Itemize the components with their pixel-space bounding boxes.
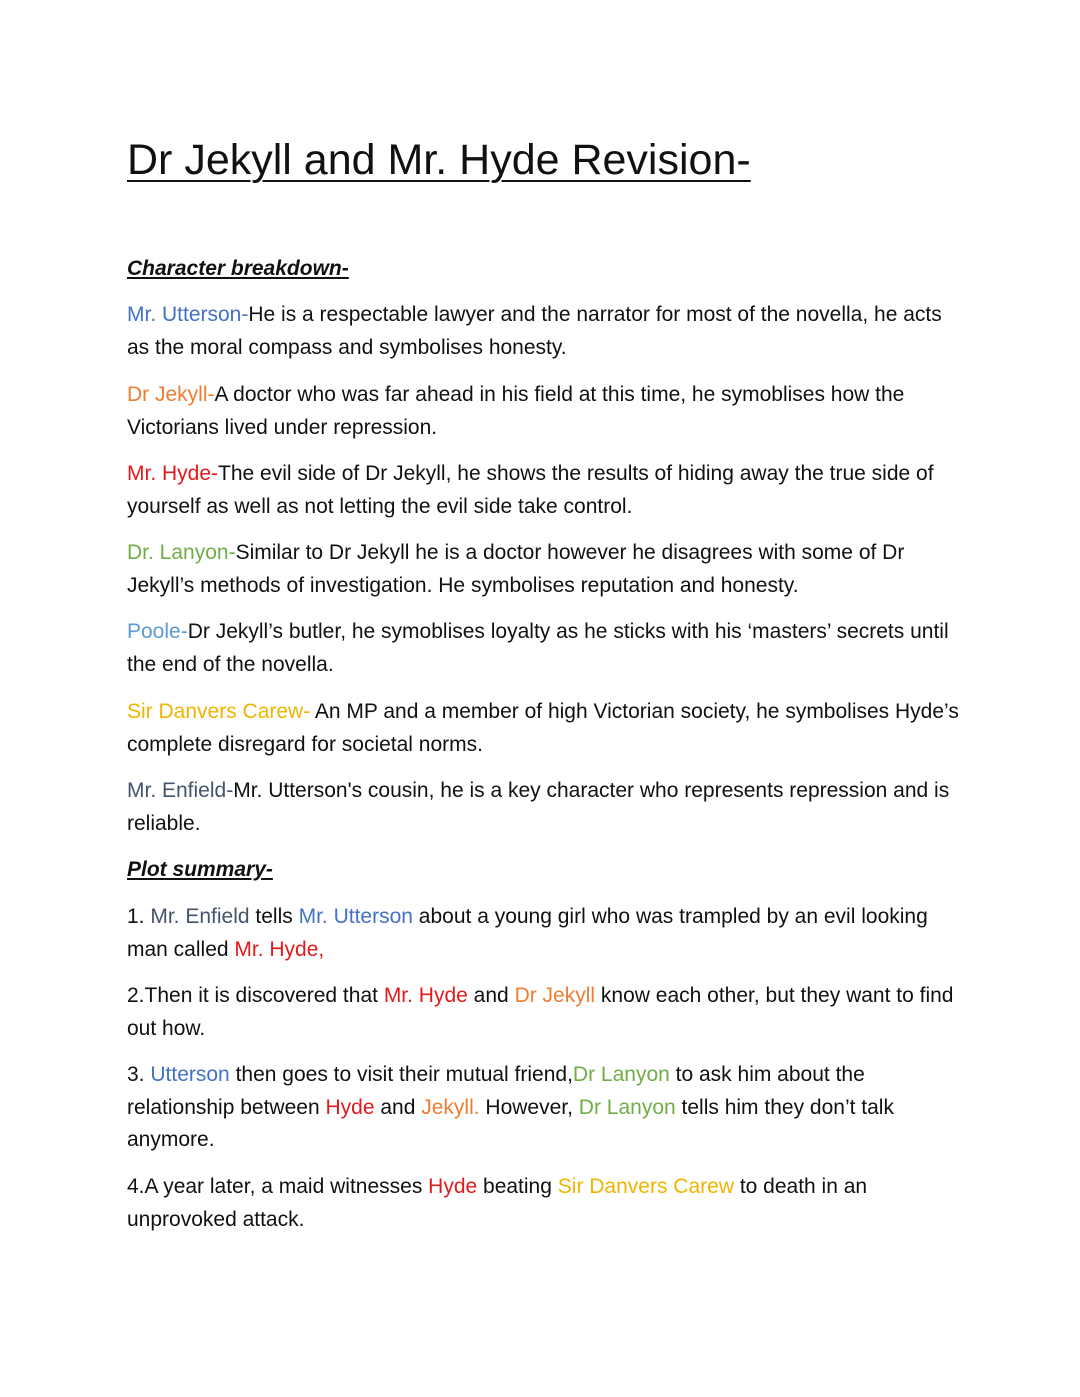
plot-text: 3. bbox=[127, 1063, 151, 1086]
character-entry-utterson bbox=[127, 299, 967, 364]
character-mention-lanyon: Dr Lanyon bbox=[578, 1095, 676, 1119]
character-description: Dr Jekyll’s butler, he symoblises loyalty as he sticks with his ‘masters’ secrets until the end of the novella. bbox=[127, 620, 949, 676]
plot-point-4 bbox=[127, 1171, 967, 1236]
plot-text: 2.Then it is discovered that bbox=[127, 984, 384, 1007]
character-mention-jekyll: Jekyll. bbox=[421, 1095, 480, 1119]
plot-text: and bbox=[374, 1095, 422, 1119]
page-title: Dr Jekyll and Mr. Hyde Revision- bbox=[127, 136, 751, 184]
character-mention-lanyon: Dr Lanyon bbox=[572, 1063, 670, 1086]
character-mention-hyde: Hyde bbox=[428, 1175, 478, 1198]
plot-point-2 bbox=[127, 980, 967, 1045]
character-mention-hyde: Mr. Hyde bbox=[383, 984, 468, 1007]
character-mention-enfield: Mr. Enfield bbox=[150, 905, 250, 928]
plot-point-3 bbox=[127, 1059, 967, 1157]
plot-text: then goes to visit their mutual friend, bbox=[229, 1063, 573, 1086]
character-entry-lanyon bbox=[127, 537, 967, 602]
character-name: Mr. Hyde- bbox=[127, 462, 219, 485]
character-name: Dr. Lanyon- bbox=[127, 541, 236, 564]
character-description: The evil side of Dr Jekyll, he shows the results of hiding away the true side of yourself as well as not letting the evil side take control. bbox=[127, 462, 934, 518]
character-mention-hyde: Mr. Hyde, bbox=[234, 937, 325, 961]
character-entry-hyde bbox=[127, 458, 967, 523]
character-entry-jekyll bbox=[127, 379, 967, 444]
character-description: He is a respectable lawyer and the narrator for most of the novella, he acts as the moral compass and symbolises honesty. bbox=[127, 303, 942, 359]
plot-point-1 bbox=[127, 901, 967, 966]
character-entry-poole bbox=[127, 616, 967, 681]
plot-text: know each other, but they want to find out how. bbox=[127, 984, 954, 1040]
plot-text: However, bbox=[479, 1095, 579, 1119]
character-mention-utterson: Mr. Utterson bbox=[298, 905, 413, 928]
character-description: Similar to Dr Jekyll he is a doctor however he disagrees with some of Dr Jekyll’s methods of investigation. He symbolises reputation and honesty. bbox=[127, 541, 905, 597]
plot-text: to death in an unprovoked attack. bbox=[127, 1175, 868, 1231]
character-name: Poole- bbox=[127, 620, 188, 643]
plot-text: to ask him about the relationship between bbox=[127, 1063, 865, 1119]
plot-text: tells him they don’t talk anymore. bbox=[127, 1095, 894, 1151]
plot-text: about a young girl who was trampled by an evil looking man called bbox=[127, 905, 928, 961]
character-entry-enfield bbox=[127, 775, 967, 840]
character-entry-carew bbox=[127, 696, 967, 761]
plot-text: 1. bbox=[127, 905, 151, 928]
character-description: Mr. Utterson's cousin, he is a key character who represents repression and is reliable. bbox=[127, 779, 950, 835]
character-description: A doctor who was far ahead in his field at this time, he symoblises how the Victorians lived under repression. bbox=[127, 383, 905, 439]
character-mention-utterson: Utterson bbox=[150, 1063, 230, 1086]
character-mention-hyde: Hyde bbox=[325, 1095, 375, 1119]
character-name: Mr. Enfield- bbox=[127, 779, 234, 802]
plot-summary-heading: Plot summary- bbox=[127, 858, 273, 881]
character-breakdown-heading: Character breakdown- bbox=[127, 257, 349, 280]
character-mention-jekyll: Dr Jekyll bbox=[514, 984, 596, 1007]
character-name: Dr Jekyll- bbox=[127, 383, 215, 406]
plot-text: and bbox=[467, 984, 515, 1007]
plot-text: 4.A year later, a maid witnesses bbox=[127, 1175, 429, 1198]
plot-text: tells bbox=[249, 905, 299, 928]
character-description: An MP and a member of high Victorian society, he symbolises Hyde’s complete disregard for societal norms. bbox=[127, 700, 959, 756]
character-mention-carew: Sir Danvers Carew bbox=[557, 1175, 734, 1198]
plot-text: beating bbox=[477, 1175, 558, 1198]
character-name: Sir Danvers Carew- bbox=[127, 700, 311, 723]
character-name: Mr. Utterson- bbox=[127, 303, 249, 326]
